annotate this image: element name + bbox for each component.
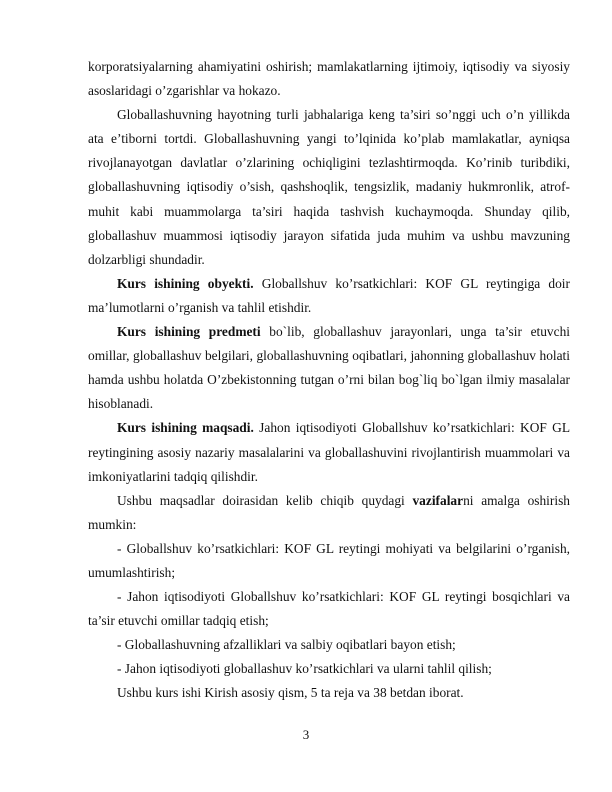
paragraph-goal <box>88 416 570 488</box>
task-item-4: - Jahon iqtisodiyoti globallashuv ko’rsatkichlari va ularni tahlil qilish; <box>117 661 492 677</box>
goal-text: Jahon iqtisodiyoti Globallshuv ko’rsatkichlari: KOF GL reytingining asosiy nazariy masalalarini va globallashuvini rivojlantirish muammolari va imkoniyatlarini tadqiq qilishdir. <box>88 420 570 484</box>
tasks-intro-start: Ushbu maqsadlar doirasidan kelib chiqib quydagi <box>117 492 413 508</box>
paragraph-tasks-intro <box>88 489 570 537</box>
tasks-intro-end: ni amalga oshirish mumkin: <box>88 492 570 532</box>
document-body <box>88 55 570 706</box>
goal-heading: Kurs ishining maqsadi. <box>117 420 254 436</box>
subject-text: bo`lib, globallashuv jarayonlari, unga ta’sir etuvchi omillar, globallashuv belgilari, globallashuvning oqibatlari, jahonning globallashuv holati hamda ushbu holatda O’zbekistonning tutgan o’rni bilan bog`liq bo`lgan ilmiy masalalar hisoblanadi. <box>88 324 570 412</box>
paragraph-structure: Ushbu kurs ishi Kirish asosiy qism, 5 ta reja va 38 betdan iborat. <box>117 685 464 701</box>
object-heading: Kurs ishining obyekti. <box>117 275 254 291</box>
object-text: Globallshuv ko’rsatkichlari: KOF GL reytingiga doir ma’lumotlarni o’rganish va tahlil etishdir. <box>88 275 570 315</box>
paragraph-subject <box>88 320 570 416</box>
paragraph-globalization-relevance: Globallashuvning hayotning turli jabhalariga keng ta’siri so’nggi uch o’n yillikda ata e’tiborni tortdi. Globallashuvning yangi to’lqinida ko’plab mamlakatlar, ayniqsa rivojlanayotgan davlatlar o’zlarining ochiqligini tezlashtirmoqda. Ko’rinib turibdiki, globallashuvning iqtisodiy o’sish, qashshoqlik, tengsizlik, madaniy hukmronlik, atrof-muhit kabi muammolarga ta’siri haqida tashvish kuchaymoqda. Shunday qilib, globallashuv muammosi iqtisodiy jarayon sifatida juda muhim va ushbu mavzuning dolzarbligi shundadir. <box>88 107 570 267</box>
paragraph-object <box>88 272 570 320</box>
paragraph-continuation: korporatsiyalarning ahamiyatini oshirish; mamlakatlarning ijtimoiy, iqtisodiy va siyosiy asoslaridagi o’zgarishlar va hokazo. <box>88 59 570 99</box>
task-item-2: - Jahon iqtisodiyoti Globallshuv ko’rsatkichlari: KOF GL reytingi bosqichlari va ta’sir etuvchi omillar tadqiq etish; <box>88 589 570 629</box>
task-item-3: - Globallashuvning afzalliklari va salbiy oqibatlari bayon etish; <box>117 637 456 653</box>
task-item-1: - Globallshuv ko’rsatkichlari: KOF GL reytingi mohiyati va belgilarini o’rganish, umumlashtirish; <box>88 540 570 580</box>
tasks-keyword: vazifalar <box>412 492 464 508</box>
page-number: 3 <box>302 727 310 742</box>
subject-heading: Kurs ishining predmeti <box>117 324 261 340</box>
